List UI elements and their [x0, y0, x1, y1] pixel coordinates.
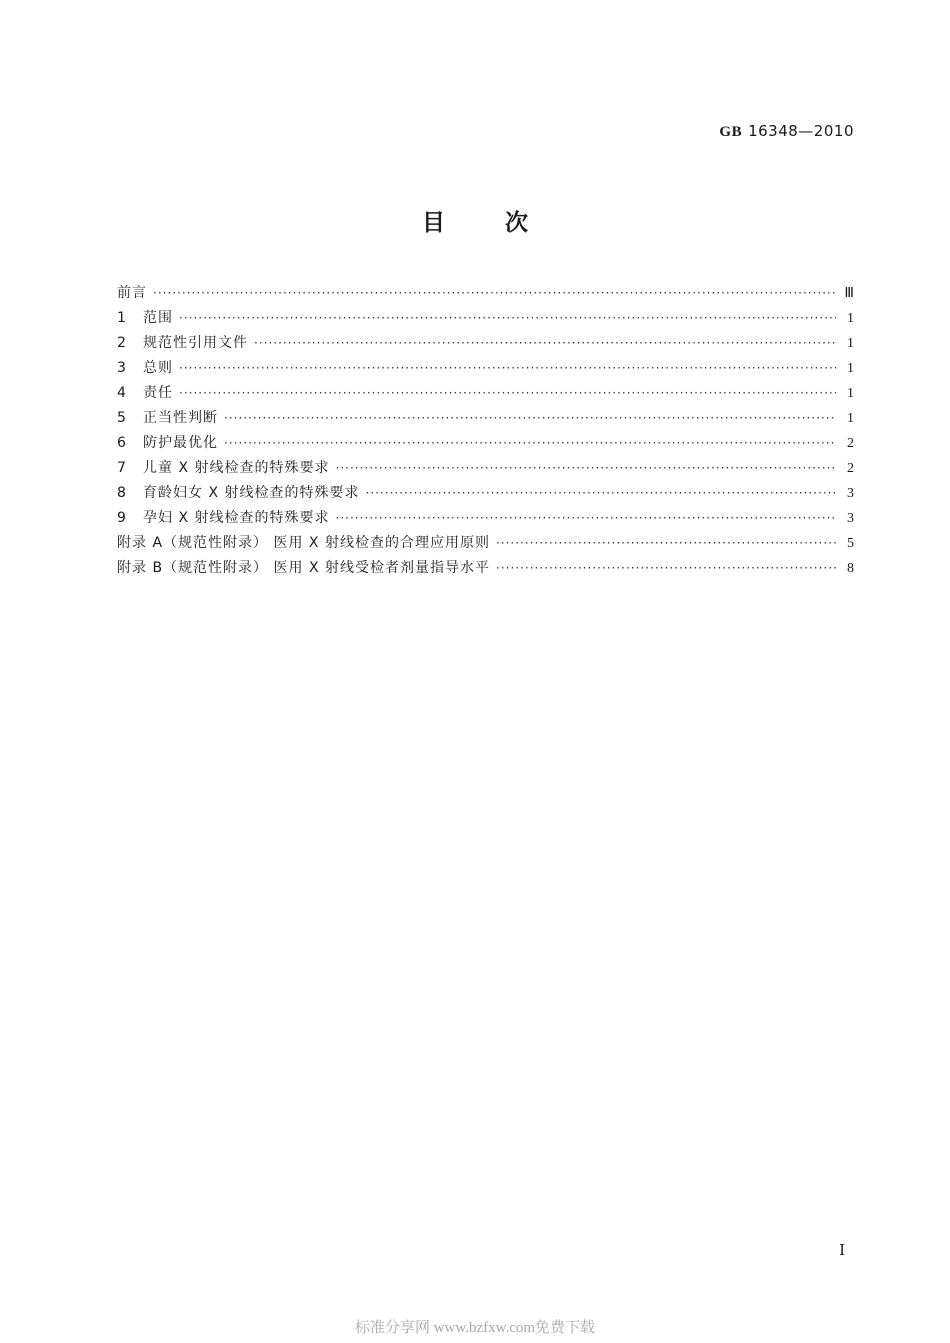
toc-leader: [153, 286, 836, 300]
toc-leader: [224, 436, 836, 450]
toc-label: 范围: [143, 310, 173, 326]
toc-number: 2: [117, 335, 126, 351]
toc-entry-4[interactable]: [117, 382, 854, 407]
toc-label: 防护最优化: [143, 435, 218, 451]
toc-leader: [366, 486, 837, 500]
standard-number: [719, 122, 854, 141]
toc-number: 7: [117, 460, 126, 476]
toc-entry-preface[interactable]: [117, 282, 854, 307]
toc-page: 3: [847, 486, 854, 501]
toc-number: 9: [117, 510, 126, 526]
toc-leader: [496, 536, 836, 550]
toc-label: 孕妇 X 射线检查的特殊要求: [143, 510, 330, 526]
toc-label: 正当性判断: [143, 410, 218, 426]
toc-leader: [179, 311, 836, 325]
toc-entry-8[interactable]: [117, 482, 854, 507]
toc-number: 5: [117, 410, 126, 426]
toc-page: 3: [847, 511, 854, 526]
toc-page: Ⅲ: [844, 286, 854, 301]
toc-number: 8: [117, 485, 126, 501]
standard-prefix: GB: [719, 124, 743, 140]
toc-leader: [336, 511, 837, 525]
title-char-1: 目: [422, 210, 445, 236]
toc-leader: [179, 386, 836, 400]
toc-page: 8: [847, 561, 854, 576]
toc-leader: [254, 336, 836, 350]
toc-leader: [224, 411, 836, 425]
toc-entry-2[interactable]: [117, 332, 854, 357]
toc-entry-3[interactable]: [117, 357, 854, 382]
toc-leader: [496, 561, 836, 575]
toc-page: 1: [847, 361, 854, 376]
toc-page: 1: [847, 336, 854, 351]
page-number: Ⅰ: [839, 1243, 845, 1259]
toc-number: 6: [117, 435, 126, 451]
toc-page: 1: [847, 411, 854, 426]
toc-label: 总则: [143, 360, 173, 376]
toc-label: 附录 A（规范性附录） 医用 X 射线检查的合理应用原则: [117, 535, 490, 551]
toc-label: 附录 B（规范性附录） 医用 X 射线受检者剂量指导水平: [117, 560, 490, 576]
watermark-footer: 标准分享网 www.bzfxw.com免费下载: [354, 1320, 596, 1336]
toc-entry-annex-b[interactable]: [117, 557, 854, 582]
toc-page: 1: [847, 311, 854, 326]
toc-number: 4: [117, 385, 126, 401]
title-char-2: 次: [505, 210, 528, 236]
toc-number: 1: [117, 310, 126, 326]
toc-label: 责任: [143, 385, 173, 401]
toc-page: 2: [847, 461, 854, 476]
toc-entry-9[interactable]: [117, 507, 854, 532]
toc-page: 5: [847, 536, 854, 551]
page-title: [0, 204, 950, 237]
table-of-contents: [117, 282, 854, 582]
toc-label: 育龄妇女 X 射线检查的特殊要求: [143, 485, 360, 501]
toc-label: 规范性引用文件: [143, 335, 248, 351]
toc-entry-5[interactable]: [117, 407, 854, 432]
standard-code: 16348—2010: [748, 122, 854, 140]
toc-entry-7[interactable]: [117, 457, 854, 482]
toc-entry-annex-a[interactable]: [117, 532, 854, 557]
toc-entry-1[interactable]: [117, 307, 854, 332]
toc-leader: [336, 461, 837, 475]
toc-entry-6[interactable]: [117, 432, 854, 457]
toc-page: 2: [847, 436, 854, 451]
toc-page: 1: [847, 386, 854, 401]
toc-number: 3: [117, 360, 126, 376]
toc-label: 前言: [117, 285, 147, 301]
toc-label: 儿童 X 射线检查的特殊要求: [143, 460, 330, 476]
toc-leader: [179, 361, 836, 375]
